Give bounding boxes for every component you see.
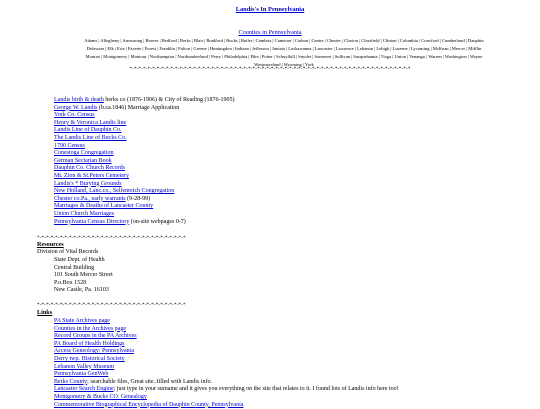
link-row [54,120,534,128]
county-separator: | [221,54,225,60]
separator-links: *-*-*-*-*-*-*-*-*-*-*-*-*-*-*-*-*-*-*-*-*-*-*-*-*-*-*-*-*-*-*-*-* [37,303,186,308]
county-link[interactable]: Erie [117,46,125,52]
address-line: State Dept. of Health [54,257,105,263]
county-separator: | [124,46,128,52]
list-link[interactable]: The Landis Line of Bucks Co. [54,134,127,141]
county-link[interactable]: Northampton [149,54,175,60]
county-link[interactable]: Fulton [178,46,191,52]
county-link[interactable]: Bradford [206,38,223,43]
county-separator: | [190,38,194,43]
county-separator: | [429,46,433,52]
address-line: P.o.Box 1528 [54,279,87,286]
county-link[interactable]: Lackawanna [288,46,312,52]
county-link[interactable]: Philadelphia [224,54,248,60]
link-row [54,158,534,166]
county-link[interactable]: Cumberland [441,38,465,43]
county-separator: | [377,54,381,60]
county-separator: | [465,46,469,52]
county-link[interactable]: Blair [193,38,204,43]
county-link[interactable]: Wayne [469,54,483,60]
county-separator: | [176,38,181,43]
link-row [54,371,534,379]
county-separator: | [332,46,336,52]
county-separator: | [417,38,422,43]
county-separator: | [141,46,145,52]
county-separator: | [207,54,212,60]
page-title-link[interactable]: Landis's In Pennsylvania [235,6,305,13]
county-link[interactable]: Sullivan [334,54,351,60]
link-row [54,318,534,326]
list-link[interactable]: Landis Line of Dauphin Co. [54,127,122,134]
list-link[interactable]: PA State Archives page [54,318,110,324]
county-separator: | [373,46,377,52]
list-link[interactable]: Henry & Veronica Landis line [54,119,127,126]
county-separator: | [396,38,400,43]
counties-heading [0,29,540,37]
list-link[interactable]: Marriages & Deaths of Lancaster County [54,203,154,210]
county-link[interactable]: Northumberland [177,54,208,60]
list-link[interactable]: New Holland, Lanc.co., Selfenreich Congregation [54,188,175,195]
county-link[interactable]: Butler [240,38,253,43]
county-separator: | [97,38,101,43]
county-link[interactable]: Chester [326,38,341,43]
county-link[interactable]: Cambria [255,38,272,43]
county-separator: | [357,38,362,43]
county-separator: | [323,38,327,43]
county-link[interactable]: Beaver [145,38,159,43]
list-link[interactable]: Commemorative Biographical Encyclopedia of Dauphin County, Pennsylvania [54,401,244,408]
link-row [54,150,534,158]
link-row [54,333,534,341]
county-link[interactable]: Cameron [274,38,292,43]
county-link[interactable]: Columbia [399,38,418,43]
county-link[interactable]: Crawford [421,38,439,43]
county-separator: | [448,46,452,52]
link-row [54,356,534,364]
county-separator: | [248,46,252,52]
county-separator: | [294,54,299,60]
list-link[interactable]: Pennsylvania GenWeb [54,371,109,378]
records-links-list [54,97,534,226]
link-row [54,173,534,181]
county-link[interactable]: Lancaster [314,46,333,52]
list-link[interactable]: Lancaster Search Engine [54,386,114,393]
county-link[interactable]: Bucks [226,38,238,43]
link-row [54,97,534,105]
county-link[interactable]: Delaware [86,46,105,52]
county-link[interactable]: Warren [428,54,442,60]
county-separator: | [311,46,315,52]
county-separator: | [353,46,358,52]
county-separator: | [438,38,442,43]
county-link[interactable]: Clinton [382,38,397,43]
county-link[interactable]: Schuylkill [276,54,295,60]
county-link[interactable]: Carbon [294,38,309,43]
link-description: (b.ca.1846) Marriage Application [97,104,180,111]
link-description: (on-site webpages 0-7) [129,218,186,225]
link-row [54,165,534,173]
county-separator: | [464,38,468,43]
link-description: berks co (1876-1906) & City of Reading (1876-1905) [103,97,235,103]
county-link[interactable]: Lehigh [376,46,390,52]
county-separator: | [311,54,315,60]
link-description: (9-28-99) [125,195,151,202]
address-line: Central Building [54,264,95,271]
county-link[interactable]: Clarion [344,38,358,43]
county-link[interactable]: Monroe [85,54,101,60]
county-separator: | [285,46,289,52]
link-row [54,211,534,219]
county-link[interactable]: McKean [432,46,449,52]
link-row [54,326,534,334]
link-row [54,105,534,113]
list-link[interactable]: Conestoga Congregation [54,150,114,157]
county-link[interactable]: Franklin [159,46,175,52]
county-link[interactable]: Somerset [314,54,332,60]
county-separator: | [301,62,305,68]
county-separator: | [174,46,179,52]
list-link[interactable]: Chester co.Pa., early warrants [54,195,126,202]
list-link[interactable]: George W. Landis [54,104,98,111]
county-separator: | [174,54,178,60]
county-separator: | [190,46,194,52]
county-link[interactable]: Elk [107,46,114,52]
list-link[interactable]: German Sectarian Book [54,157,112,164]
list-link[interactable]: Counties in the Archives page [54,325,126,332]
counties-list [36,37,532,69]
county-link[interactable]: Clearfield [361,38,380,43]
list-link[interactable]: Berks County [54,378,88,385]
county-separator: | [127,54,131,60]
county-separator: | [247,54,251,60]
county-link[interactable]: Lawrence [335,46,354,52]
link-row [54,135,534,143]
county-separator: | [331,54,335,60]
county-link[interactable]: Greene [193,46,207,52]
county-link[interactable]: Adams [84,38,98,43]
counties-line-3 [36,53,532,61]
county-link[interactable]: Jefferson [252,46,269,52]
county-separator: | [258,54,262,60]
list-link[interactable]: PA Board of Health Holdings [54,340,125,347]
county-link[interactable]: Westmoreland [254,62,281,68]
county-separator: | [203,38,207,43]
link-row [54,112,534,120]
resources-heading: Resources [37,241,64,248]
list-link[interactable]: Pennsylvania Census Directory [54,218,130,225]
county-separator: | [405,54,410,60]
county-link[interactable]: Dauphin [467,38,484,43]
list-link[interactable]: Derry twp. Historical Society [54,355,125,362]
county-link[interactable]: Perry [211,54,222,60]
county-link[interactable]: Huntingdon [209,46,232,52]
county-separator: | [391,54,395,60]
county-link[interactable]: Berks [180,38,191,43]
county-link[interactable]: Fayette [127,46,142,52]
county-separator: | [308,38,312,43]
link-row [54,394,534,402]
county-separator: | [441,54,445,60]
county-link[interactable]: Lycoming [410,46,430,52]
list-link[interactable]: Lebanon Valley Museum [54,363,115,370]
link-description: ; searchable files, Great site..filled with Landis info. [87,378,212,385]
link-row [54,364,534,372]
county-link[interactable]: Potter [261,54,273,60]
county-separator: | [425,54,429,60]
county-link[interactable]: Pike [250,54,259,60]
county-link[interactable]: Montour [130,54,147,60]
county-link[interactable]: Wyoming [283,62,302,68]
county-link[interactable]: Tioga [380,54,392,60]
county-link[interactable]: York [304,62,314,68]
list-link[interactable]: Access Geneology: Pennsylvania [54,348,134,355]
county-separator: | [340,38,345,43]
resources-division: Division of Vital Records [37,249,99,255]
county-link[interactable]: Indiana [235,46,249,52]
external-links-list [54,318,534,409]
list-link[interactable]: York Co. Census [54,112,95,119]
county-separator: | [158,38,162,43]
county-separator: | [272,54,277,60]
counties-heading-link[interactable]: Counties in Pennsylvania [238,29,302,36]
link-row [54,348,534,356]
county-separator: | [271,38,275,43]
county-separator: | [113,46,117,52]
county-link[interactable]: Juniata [271,46,285,52]
county-separator: | [146,54,150,60]
link-row [54,181,534,189]
separator-top: *-*-*-*-*-*-*-*-*-*-*-*-*-*-*-*-*-*-*-*-*-*-*-*-*-*-*-*-*-*-*-*-*-*-*-*-*-*-*-*-*-*-*-*-*-*-*-*-*-*-*-*-*-*-*-*-*-*-*-*-*-* [129,67,411,72]
county-separator: | [268,46,272,52]
county-link[interactable]: Centre [311,38,324,43]
county-link[interactable]: Washington [444,54,467,60]
county-separator: | [291,38,295,43]
county-link[interactable]: Forest [144,46,157,52]
links-heading: Links [37,309,53,316]
county-link[interactable]: Susquehanna [353,54,378,60]
resources-address [54,257,113,295]
counties-line-2 [36,45,532,53]
county-link[interactable]: Allegheny [100,38,120,43]
link-row [54,341,534,349]
list-link[interactable]: Union Church Marriages [54,210,114,217]
county-separator: | [206,46,210,52]
address-line: 101 South Mercer Street [54,272,113,279]
link-description: ; just type in your surname and it gives you everything on the site that relates to it. I found lots of Landis info here too! [113,386,399,393]
county-link[interactable]: Venango [409,54,426,60]
county-separator: | [379,38,383,43]
county-separator: | [280,62,284,68]
county-separator: | [231,46,235,52]
county-separator: | [142,38,146,43]
link-row [54,219,534,227]
link-row [54,127,534,135]
county-link[interactable]: Lebanon [357,46,374,52]
county-separator: | [237,38,241,43]
county-separator: | [100,54,104,60]
list-link[interactable]: Montgomery & Bucks CO. Genealogy [54,393,147,400]
county-separator: | [466,54,470,60]
county-link[interactable]: Bedford [161,38,177,43]
county-separator: | [104,46,108,52]
separator-resources: *-*-*-*-*-*-*-*-*-*-*-*-*-*-*-*-*-*-*-*-*-*-*-*-*-*-*-*-*-*-*-*-* [37,236,186,241]
county-link[interactable]: Luzerne [392,46,408,52]
county-separator: | [156,46,160,52]
county-link[interactable]: Mifflin [468,46,482,52]
list-link[interactable]: Record Groups in the PA Archives [54,333,137,340]
county-separator: | [350,54,354,60]
page-title [0,6,540,14]
link-row [54,203,534,211]
county-separator: | [252,38,256,43]
list-link[interactable]: 1790 Census [54,142,85,149]
list-link[interactable]: Mt. Zion & St.Peters Cemetery [54,172,129,179]
county-separator: | [407,46,411,52]
link-row [54,402,534,409]
link-row [54,386,534,394]
county-link[interactable]: Union [394,54,406,60]
counties-line-1 [36,37,532,45]
link-row [54,188,534,196]
list-link[interactable]: Landis's * Burying Grounds [54,180,122,187]
address-line: New Castle, Pa. 16103 [54,287,109,294]
county-link[interactable]: Snyder [298,54,312,60]
county-separator: | [222,38,227,43]
county-link[interactable]: Armstrong [122,38,143,43]
county-link[interactable]: Montgomery [103,54,128,60]
list-link[interactable]: Dauphin Co. Church Records [54,165,125,172]
county-separator: | [389,46,393,52]
county-link[interactable]: Mercer [451,46,466,52]
list-link[interactable]: Landis birth & death [54,97,104,103]
link-row [54,143,534,151]
county-separator: | [119,38,123,43]
